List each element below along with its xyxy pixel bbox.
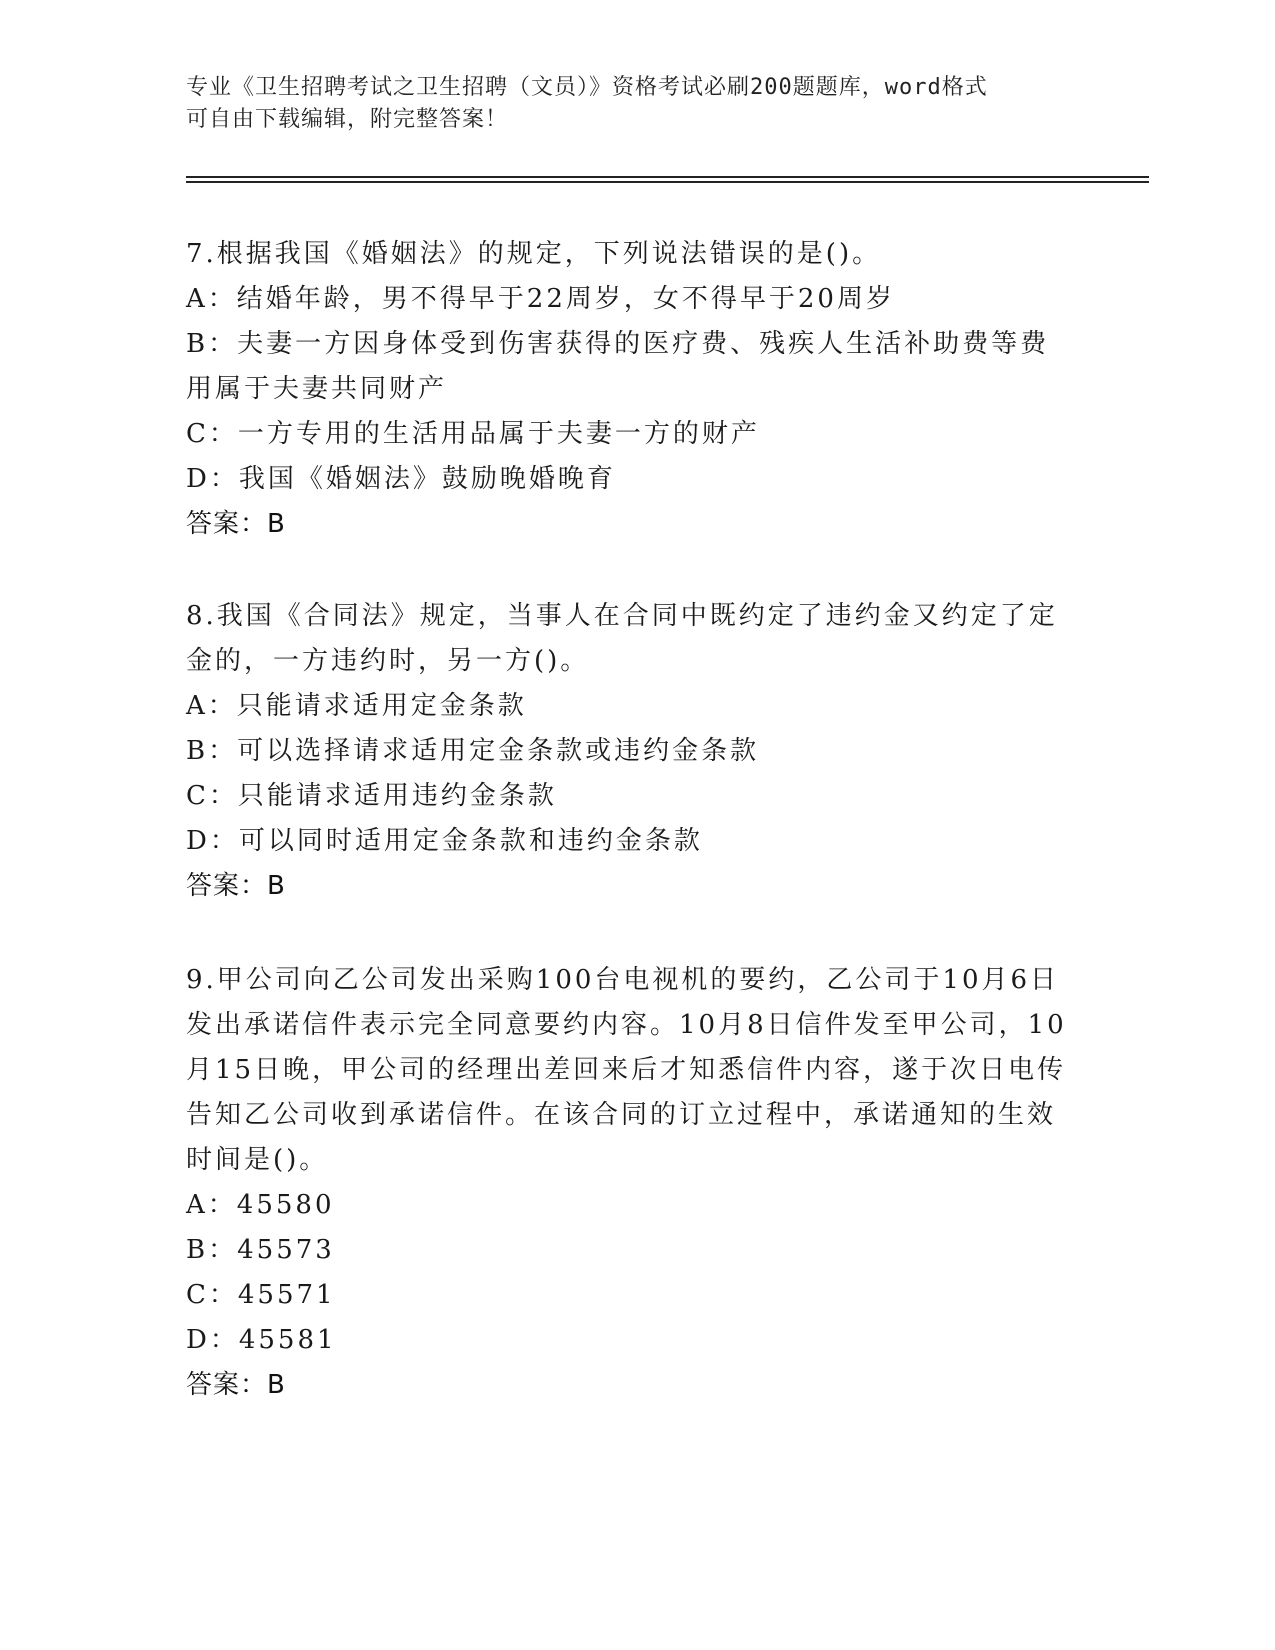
answer-label: 答案：B	[186, 871, 286, 901]
answer-label: 答案：B	[186, 509, 286, 539]
question-8	[186, 594, 1076, 909]
question-stem: 8.我国《合同法》规定，当事人在合同中既约定了违约金又约定了定金的，一方违约时，另一方()。	[186, 601, 1058, 676]
header-divider-bottom	[186, 181, 1149, 183]
option-b: B：45573	[186, 1235, 335, 1265]
question-stem: 9.甲公司向乙公司发出采购100台电视机的要约，乙公司于10月6日发出承诺信件表示完全同意要约内容。10月8日信件发至甲公司，10月15日晚，甲公司的经理出差回来后才知悉信件内容，遂于次日电传告知乙公司收到承诺信件。在该合同的订立过程中，承诺通知的生效时间是()。	[186, 965, 1067, 1175]
option-d: D：可以同时适用定金条款和违约金条款	[186, 826, 703, 856]
option-c: C：一方专用的生活用品属于夫妻一方的财产	[186, 419, 760, 449]
question-stem: 7.根据我国《婚姻法》的规定，下列说法错误的是()。	[186, 239, 882, 269]
option-d: D：45581	[186, 1325, 337, 1355]
option-c: C：只能请求适用违约金条款	[186, 781, 557, 811]
answer-label: 答案：B	[186, 1370, 286, 1400]
option-b: B：夫妻一方因身体受到伤害获得的医疗费、残疾人生活补助费等费用属于夫妻共同财产	[186, 329, 1050, 404]
option-c: C：45571	[186, 1280, 336, 1310]
option-a: A：45580	[186, 1190, 335, 1220]
header-line-1: 专业《卫生招聘考试之卫生招聘（文员）》资格考试必刷200题题库，word格式	[186, 75, 988, 100]
option-b: B：可以选择请求适用定金条款或违约金条款	[186, 736, 760, 766]
header-divider-top	[186, 176, 1149, 178]
document-header	[186, 72, 1066, 136]
question-9	[186, 958, 1076, 1408]
question-7	[186, 232, 1076, 547]
option-d: D：我国《婚姻法》鼓励晚婚晚育	[186, 464, 616, 494]
option-a: A：只能请求适用定金条款	[186, 691, 527, 721]
header-line-2: 可自由下载编辑，附完整答案！	[186, 107, 509, 132]
option-a: A：结婚年龄，男不得早于22周岁，女不得早于20周岁	[186, 284, 895, 314]
